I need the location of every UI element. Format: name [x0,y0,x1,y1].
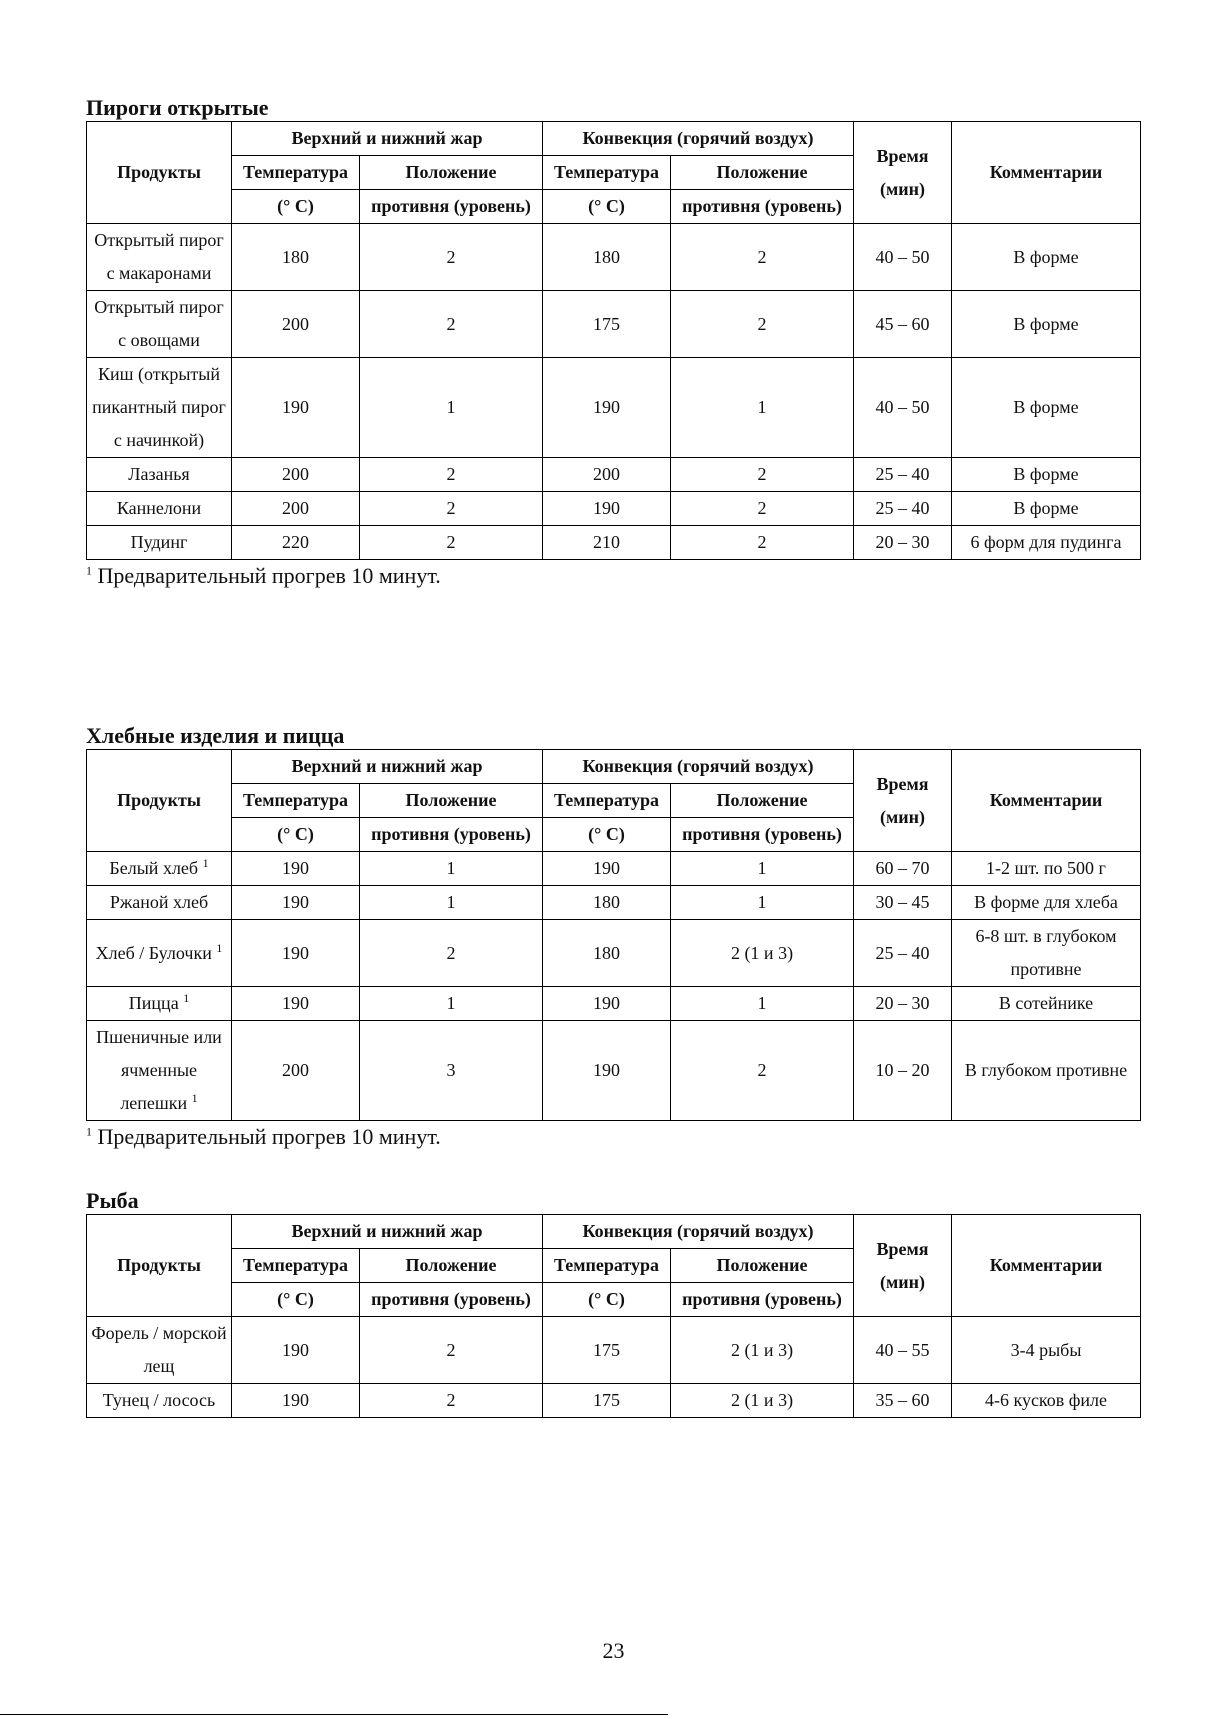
value-cell-p1: 2 [360,224,543,291]
header-temperature: Температура [543,1249,671,1283]
table-row [87,1317,1141,1384]
product-cell [87,1317,232,1384]
value-cell-t1: 200 [232,458,360,492]
footnote-mark: 1 [86,1124,92,1139]
product-cell [87,358,232,458]
header-position: Положение [360,1249,543,1283]
table-open-pies [86,121,1141,560]
product-cell [87,1384,232,1418]
value-cell-time: 20 – 30 [854,526,952,560]
header-products: Продукты [87,750,232,852]
header-row [87,1215,1141,1249]
comment-cell: 6-8 шт. в глубоком противне [952,920,1141,987]
header-row [87,122,1141,156]
header-top-bottom-heat: Верхний и нижний жар [232,750,543,784]
header-temperature-unit: (° C) [232,190,360,224]
value-cell-time: 45 – 60 [854,291,952,358]
value-cell-time: 40 – 55 [854,1317,952,1384]
value-cell-p1: 1 [360,852,543,886]
value-cell-p2: 2 (1 и 3) [671,920,854,987]
value-cell-t1: 180 [232,224,360,291]
header-temperature: Температура [543,156,671,190]
value-cell-t2: 190 [543,987,671,1021]
header-row [87,750,1141,784]
header-position-level: противня (уровень) [671,1283,854,1317]
comment-cell: В форме для хлеба [952,886,1141,920]
value-cell-t2: 175 [543,1317,671,1384]
value-cell-p2: 2 [671,492,854,526]
header-temperature-unit: (° C) [232,1283,360,1317]
value-cell-time: 20 – 30 [854,987,952,1021]
value-cell-t2: 210 [543,526,671,560]
header-time [854,1215,952,1317]
header-products: Продукты [87,122,232,224]
table-fish [86,1214,1141,1418]
header-convection: Конвекция (горячий воздух) [543,1215,854,1249]
header-temperature: Температура [232,784,360,818]
table-row [87,1021,1141,1121]
table-row [87,358,1141,458]
product-name: Ржаной хлеб [109,892,209,912]
header-temperature-unit: (° C) [543,190,671,224]
value-cell-time: 10 – 20 [854,1021,952,1121]
value-cell-p2: 2 (1 и 3) [671,1384,854,1418]
table-row [87,291,1141,358]
section-title: Рыба [86,1188,139,1213]
table-row [87,1384,1141,1418]
footnote [86,1123,1140,1151]
product-cell [87,291,232,358]
product-name: Форель / морской лещ [91,1323,227,1376]
header-position-level: противня (уровень) [671,818,854,852]
header-position-level: противня (уровень) [360,190,543,224]
header-position-level: противня (уровень) [360,1283,543,1317]
value-cell-time: 40 – 50 [854,224,952,291]
header-position: Положение [360,156,543,190]
value-cell-p1: 2 [360,526,543,560]
footnote-text: Предварительный прогрев 10 минут. [97,1124,441,1149]
value-cell-p2: 1 [671,358,854,458]
product-cell [87,492,232,526]
header-temperature: Температура [232,156,360,190]
value-cell-p2: 2 [671,526,854,560]
product-cell [87,224,232,291]
comment-cell: В форме [952,458,1141,492]
header-convection: Конвекция (горячий воздух) [543,750,854,784]
table-row [87,886,1141,920]
footnote-ref: 1 [216,940,223,955]
header-temperature: Температура [543,784,671,818]
header-temperature: Температура [232,1249,360,1283]
header-time [854,122,952,224]
footnote-ref: 1 [202,856,209,870]
header-position: Положение [671,784,854,818]
value-cell-p1: 2 [360,291,543,358]
value-cell-time: 25 – 40 [854,458,952,492]
value-cell-p2: 1 [671,886,854,920]
product-cell [87,920,232,987]
header-comments: Комментарии [952,1215,1141,1317]
header-line: Время [876,1238,929,1259]
value-cell-t2: 175 [543,1384,671,1418]
product-cell [87,458,232,492]
header-time [854,750,952,852]
value-cell-time: 30 – 45 [854,886,952,920]
comment-cell: 4-6 кусков филе [952,1384,1141,1418]
product-name: Белый хлеб [109,858,199,878]
value-cell-p1: 2 [360,920,543,987]
header-convection: Конвекция (горячий воздух) [543,122,854,156]
value-cell-t2: 190 [543,852,671,886]
value-cell-p1: 3 [360,1021,543,1121]
value-cell-p1: 1 [360,987,543,1021]
section-title: Пироги открытые [86,95,269,120]
value-cell-p1: 2 [360,1317,543,1384]
value-cell-p1: 1 [360,358,543,458]
value-cell-t1: 200 [232,492,360,526]
section-title: Хлебные изделия и пицца [86,723,345,748]
table-row [87,492,1141,526]
page-number: 23 [602,1638,625,1663]
comment-cell: В глубоком противне [952,1021,1141,1121]
value-cell-t1: 190 [232,1384,360,1418]
header-comments: Комментарии [952,750,1141,852]
comment-cell: В форме [952,224,1141,291]
product-name: Открытый пирог с овощами [94,297,224,350]
footnote-ref: 1 [183,991,190,1005]
table-row [87,224,1141,291]
value-cell-t1: 190 [232,358,360,458]
table-row [87,526,1141,560]
value-cell-p1: 2 [360,492,543,526]
comment-cell: В сотейнике [952,987,1141,1021]
header-top-bottom-heat: Верхний и нижний жар [232,122,543,156]
value-cell-t2: 180 [543,920,671,987]
value-cell-t2: 190 [543,492,671,526]
value-cell-time: 60 – 70 [854,852,952,886]
value-cell-t1: 200 [232,291,360,358]
product-name: Тунец / лосось [102,1390,216,1410]
value-cell-p1: 2 [360,458,543,492]
value-cell-p2: 2 [671,1021,854,1121]
section-fish [86,1188,1140,1418]
header-line: Время [876,773,929,794]
value-cell-time: 25 – 40 [854,920,952,987]
table-row [87,852,1141,886]
value-cell-p2: 2 [671,458,854,492]
value-cell-t1: 200 [232,1021,360,1121]
header-comments: Комментарии [952,122,1141,224]
value-cell-p2: 1 [671,987,854,1021]
table-row [87,920,1141,987]
header-position: Положение [360,784,543,818]
value-cell-p1: 2 [360,1384,543,1418]
header-position: Положение [671,156,854,190]
product-name: Хлеб / Булочки [95,942,212,963]
value-cell-p2: 2 [671,291,854,358]
value-cell-t1: 190 [232,1317,360,1384]
comment-cell: В форме [952,358,1141,458]
value-cell-t2: 175 [543,291,671,358]
value-cell-time: 25 – 40 [854,492,952,526]
header-temperature-unit: (° C) [232,818,360,852]
footnote-mark: 1 [86,563,92,578]
comment-cell: 1-2 шт. по 500 г [952,852,1141,886]
footnote-ref: 1 [191,1091,198,1105]
product-name: Каннелони [116,498,202,518]
value-cell-t1: 220 [232,526,360,560]
product-cell [87,886,232,920]
header-products: Продукты [87,1215,232,1317]
value-cell-t1: 190 [232,987,360,1021]
comment-cell: 3-4 рыбы [952,1317,1141,1384]
product-cell [87,987,232,1021]
value-cell-t2: 200 [543,458,671,492]
value-cell-time: 40 – 50 [854,358,952,458]
header-position: Положение [671,1249,854,1283]
product-name: Пшеничные или ячменные лепешки [96,1027,222,1113]
header-line: (мин) [880,806,925,827]
value-cell-p2: 2 [671,224,854,291]
value-cell-t2: 180 [543,224,671,291]
section-open-pies [86,95,1140,590]
value-cell-p2: 1 [671,852,854,886]
table-bread-pizza [86,749,1141,1121]
product-cell [87,852,232,886]
header-temperature-unit: (° C) [543,1283,671,1317]
value-cell-p1: 1 [360,886,543,920]
header-top-bottom-heat: Верхний и нижний жар [232,1215,543,1249]
product-cell [87,526,232,560]
value-cell-t1: 190 [232,920,360,987]
value-cell-t1: 190 [232,886,360,920]
header-line: (мин) [880,1271,925,1292]
header-temperature-unit: (° C) [543,818,671,852]
comment-cell: В форме [952,492,1141,526]
product-name: Киш (открытый пикантный пирог с начинкой) [92,364,226,450]
product-name: Пудинг [130,532,188,552]
table-row [87,987,1141,1021]
product-name: Пицца [128,993,179,1013]
value-cell-t1: 190 [232,852,360,886]
product-name: Открытый пирог с макаронами [94,230,224,283]
value-cell-t2: 190 [543,358,671,458]
product-name: Лазанья [128,464,190,484]
footnote-text: Предварительный прогрев 10 минут. [97,563,441,588]
bottom-rule [0,1714,668,1715]
header-position-level: противня (уровень) [360,818,543,852]
table-row [87,458,1141,492]
header-position-level: противня (уровень) [671,190,854,224]
header-line: Время [876,145,929,166]
header-line: (мин) [880,178,925,199]
comment-cell: В форме [952,291,1141,358]
footnote [86,562,1140,590]
product-cell [87,1021,232,1121]
value-cell-t2: 180 [543,886,671,920]
value-cell-time: 35 – 60 [854,1384,952,1418]
value-cell-t2: 190 [543,1021,671,1121]
section-bread-pizza [86,723,1140,1151]
value-cell-p2: 2 (1 и 3) [671,1317,854,1384]
comment-cell: 6 форм для пудинга [952,526,1141,560]
